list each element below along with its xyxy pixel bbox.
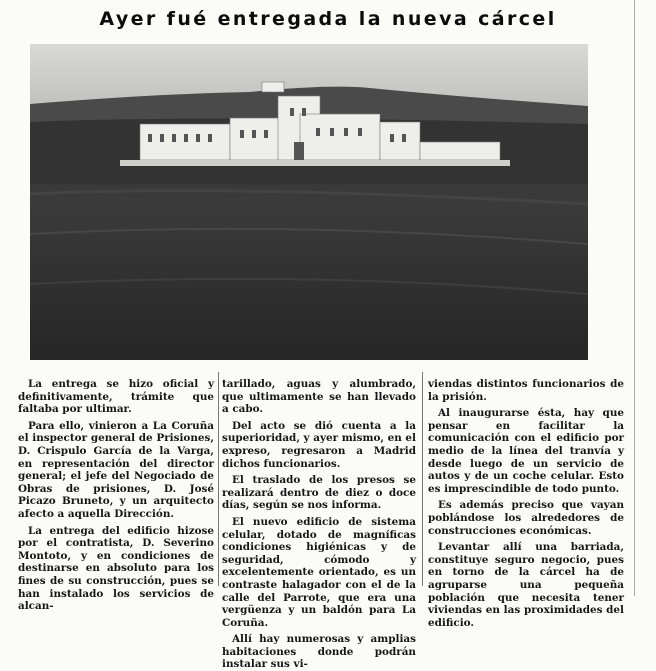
paragraph: La entrega se hizo oficial y definitivamente, trámite que faltaba por ultimar.	[18, 378, 214, 416]
article-column-1	[18, 378, 214, 613]
headline: Ayer fué entregada la nueva cárcel	[99, 8, 557, 30]
prison-photo	[30, 44, 588, 360]
paragraph: El nuevo edificio de sistema celular, dotado de magníficas condiciones higiénicas y de seguridad, cómodo y excelentemente orientado, es un contraste halagador con el de la calle del Parrote, que era una vergüenza y un baldón para La Coruña.	[222, 515, 416, 629]
paragraph: tarillado, aguas y alumbrado, que ultimamente se han llevado a cabo.	[222, 378, 416, 416]
paragraph: Al inaugurarse ésta, hay que pensar en facilitar la comunicación con el edificio por medio de la línea del tranvía y desde luego de un servicio de autos y de un coche celular. Esto es imprescindible de todo punto.	[428, 407, 624, 495]
paragraph: La entrega del edificio hizose por el contratista, D. Severino Montoto, y en condiciones de destinarse en absoluto para los fines de su construcción, pues se han instalado los servicios de alcan-	[18, 524, 214, 613]
paragraph: El traslado de los presos se realizará dentro de diez o doce días, según se nos informa.	[222, 474, 416, 512]
paragraph: Levantar allí una barriada, constituye seguro negocio, pues en torno de la cárcel ha de agruparse una pequeña población que necesita tener viviendas en las proximidades del edificio.	[428, 541, 624, 629]
column-rule	[422, 372, 423, 586]
paragraph: viendas distintos funcionarios de la prisión.	[428, 378, 624, 403]
paragraph: Es además preciso que vayan poblándose los alrededores de construcciones económicas.	[428, 499, 624, 537]
page-edge-rule	[634, 0, 635, 596]
paragraph: Allí hay numerosas y amplias habitaciones donde podrán instalar sus vi-	[222, 633, 416, 671]
column-rule	[218, 372, 219, 586]
paragraph: Para ello, vinieron a La Coruña el inspector general de Prisiones, D. Crispulo García de la Varga, en representación del director general; el jefe del Negociado de Obras de prisiones, D. José Picazo Bruneto, y un arquitecto afecto a aquella Dirección.	[18, 419, 214, 520]
article-column-2	[222, 378, 416, 671]
article-column-3	[428, 378, 624, 629]
paragraph: Del acto se dió cuenta a la superioridad, y ayer mismo, en el expreso, regresaron a Madrid dichos funcionarios.	[222, 419, 416, 470]
